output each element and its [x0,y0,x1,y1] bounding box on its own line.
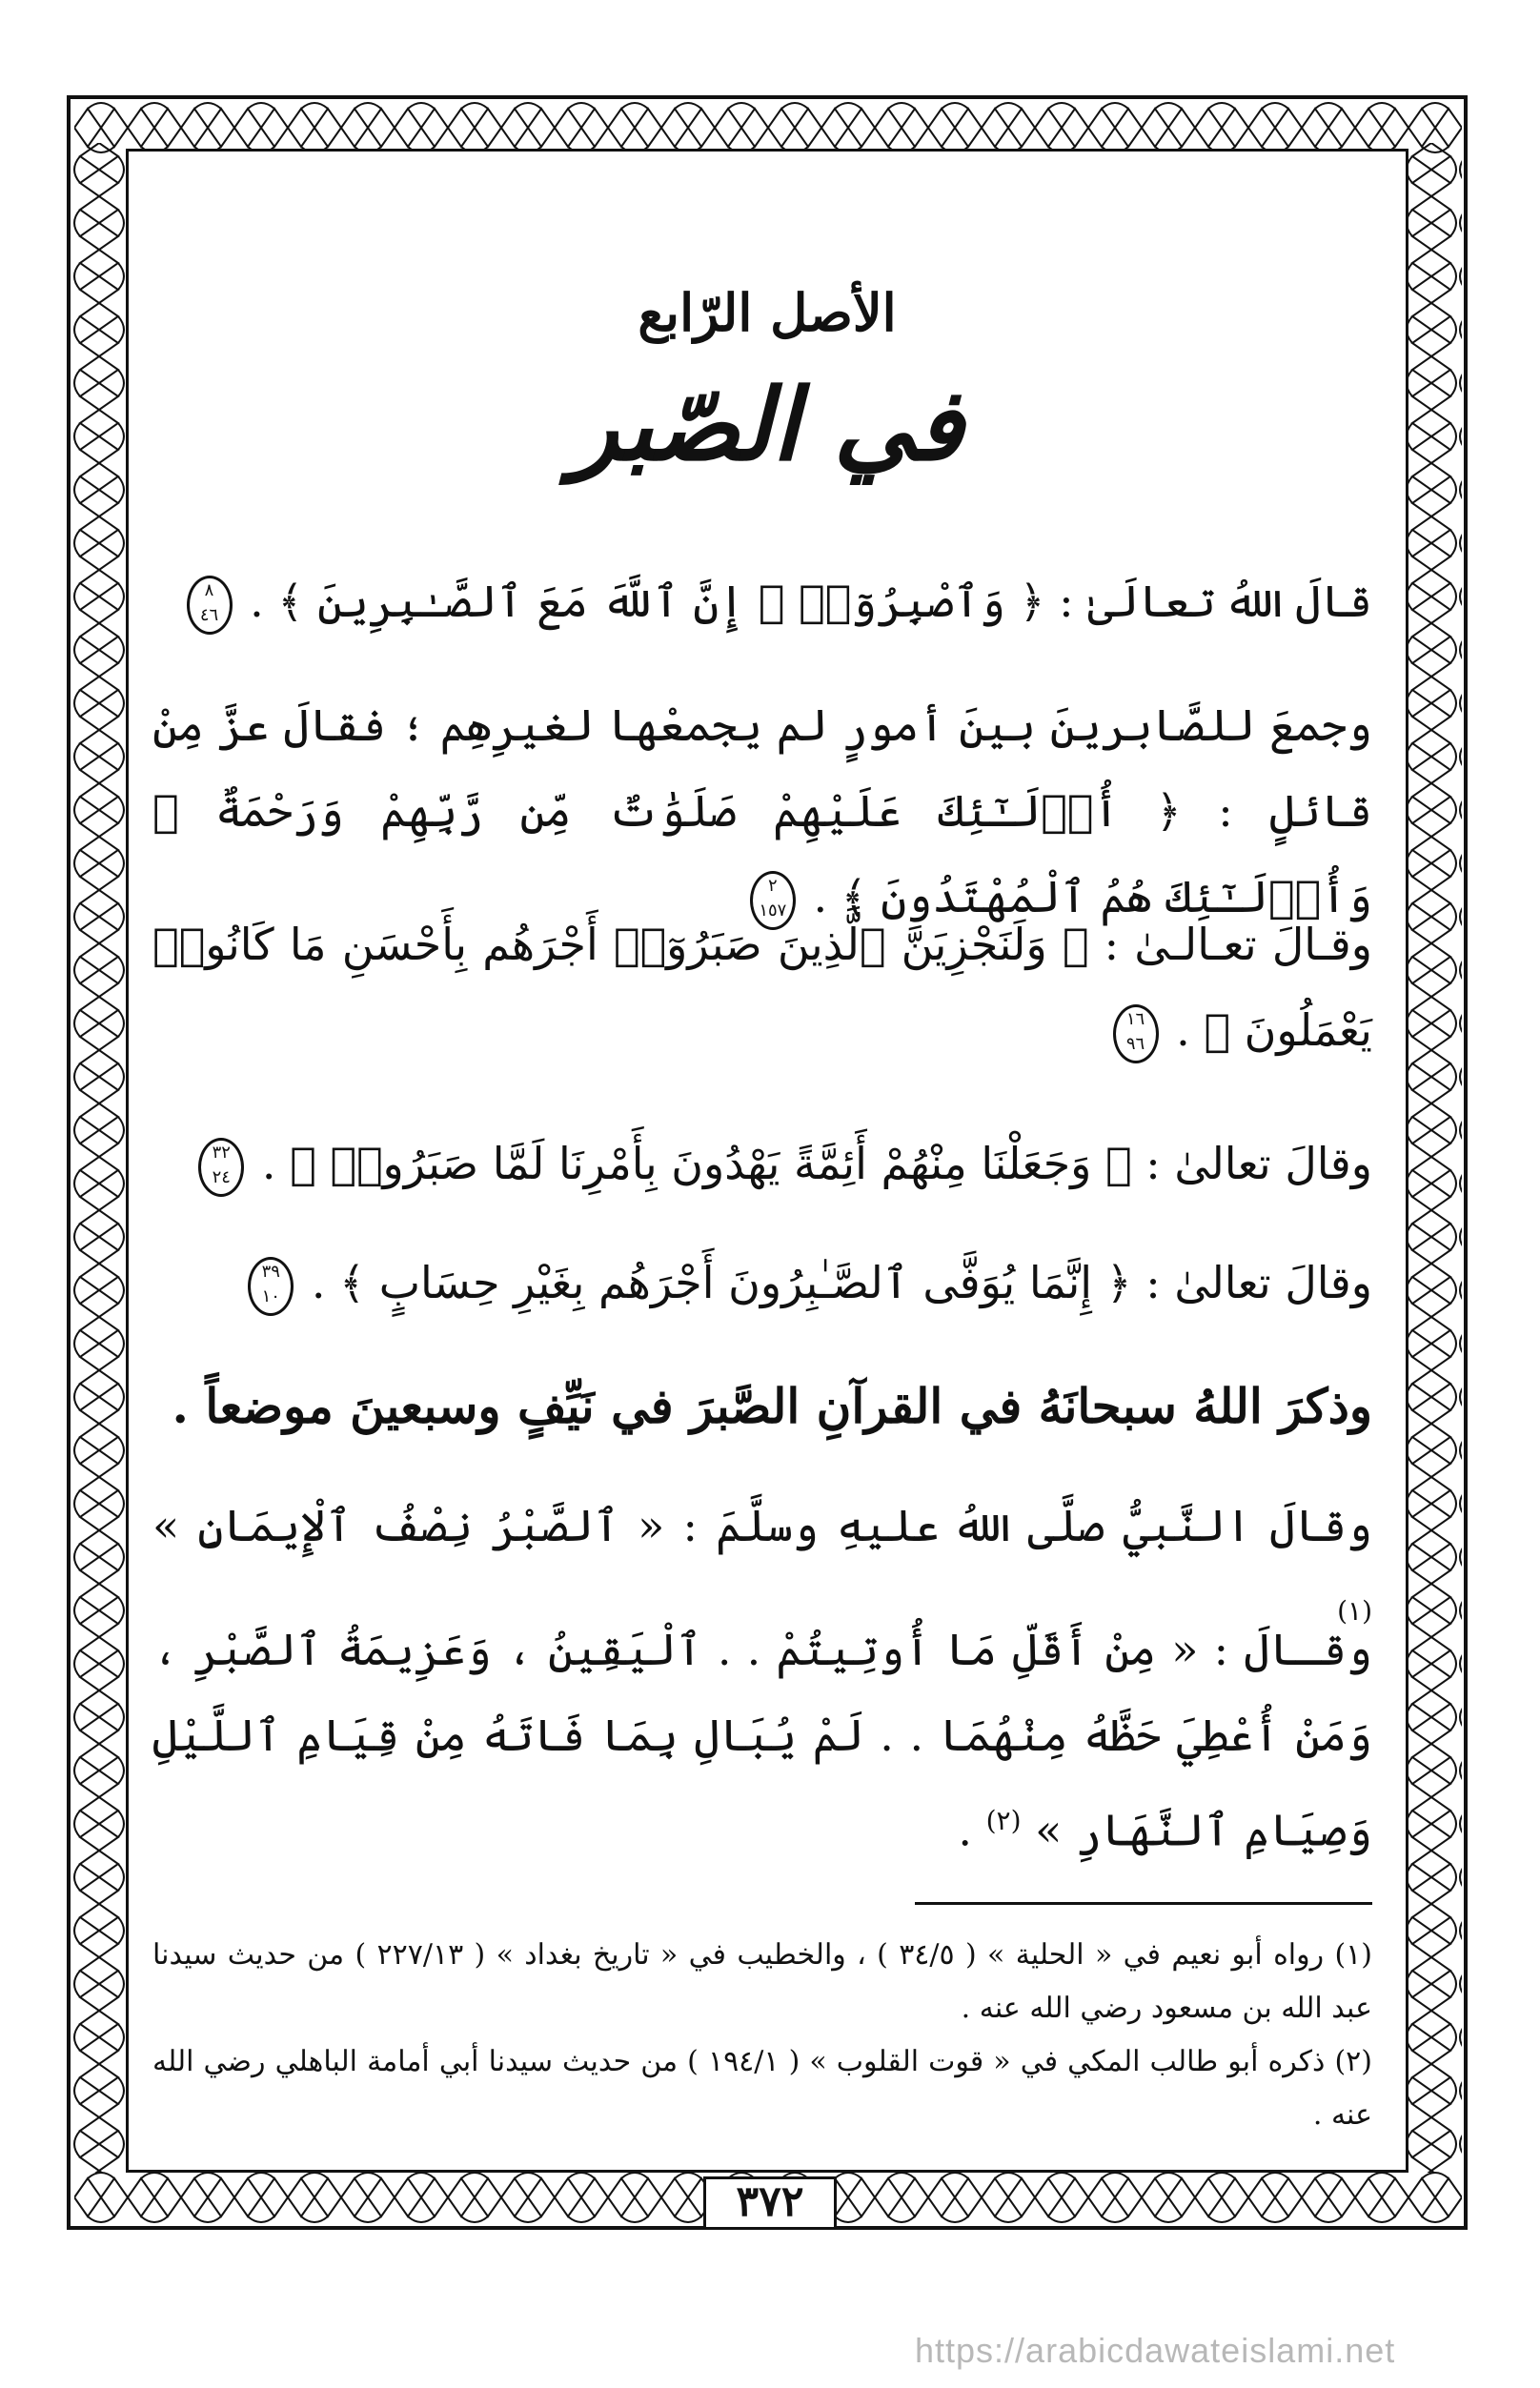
paragraph-text: وقـالَ : « مِنْ أَقَلِّ مَا أُوتِيتُمْ . . ٱلْيَقِينُ ، وَعَزِيمَةُ ٱلصَّبْرِ ، وَمَنْ أُعْطِيَ حَظَّهُ مِنْهُمَا . . لَمْ يُبَالِ بِمَا فَاتَهُ مِنْ قِيَامِ ٱللَّيْلِ وَصِيَامِ ٱلنَّهَارِ » [152,1624,1372,1856]
footnote-2: (٢) ذكره أبو طالب المكي في « قوت القلوب » ( ١٩٤/١ ) من حديث سيدنا أبي أمامة الباهلي رضي الله عنه . [152,2045,1372,2132]
footnote-ref-1[interactable]: (١) [1337,1595,1372,1627]
paragraph-1 [152,558,1372,644]
footnote-divider [915,1902,1372,1905]
ayah-number-icon: ١٦ ٩٦ [1113,1004,1159,1063]
footnote-1: (١) رواه أبو نعيم في « الحلية » ( ٣٤/٥ ) ، والخطيب في « تاريخ بغداد » ( ٢٢٧/١٣ ) من حديث سيدنا عبد الله بن مسعود رضي الله عنه . [152,1938,1372,2025]
paragraph-4 [152,1121,1372,1206]
paragraph-text: وقـالَ تعـالـىٰ : ﴿ وَلَنَجْزِيَنَّ ٱلَّذِينَ صَبَرُوٓا۟ أَجْرَهُم بِأَحْسَنِ مَا كَانُوا۟ يَعْمَلُونَ ﴾ . [152,919,1372,1056]
chapter-subtitle: الأصل الرّابع [638,282,897,343]
ornament-band-top [74,101,1462,154]
paragraph-8 [152,1607,1372,1872]
ayah-number-icon: ٢ ١٥٧ [750,871,796,930]
paragraph-text: وقالَ النَّبيُّ صلَّى اللهُ عليهِ وسلَّمَ : « ٱلصَّبْرُ نِصْفُ ٱلْإِيمَانِ » [152,1500,1372,1551]
paragraph-6 [152,1364,1372,1449]
paragraph-text: وقالَ تعالىٰ : ﴿ وَجَعَلْنَا مِنْهُمْ أَئِمَّةً يَهْدُونَ بِأَمْرِنَا لَمَّا صَبَرُوا۟ ﴾ . [261,1138,1372,1189]
paragraph-3 [152,901,1372,1073]
ornament-band-right [1405,143,1462,2173]
ornament-pattern-top [74,101,1462,154]
ornament-pattern-left [72,143,130,2173]
ayah-number-icon: ٣٢ ٢٤ [198,1138,244,1197]
watermark-url: https://arabicdawateislami.net [915,2331,1396,2370]
paragraph-text: وقالَ تعالىٰ : ﴿ إِنَّمَا يُوَفَّى ٱلصَّـٰبِرُونَ أَجْرَهُم بِغَيْرِ حِسَابٍ ﴾ . [311,1257,1372,1308]
chapter-title: في الصّبر [570,366,964,483]
paragraph-tail: . [958,1804,972,1856]
page-number: ٣٧٢ [703,2176,837,2230]
ayah-number-icon: ٣٩ ١٠ [248,1257,294,1316]
paragraph-text: وجمعَ للصَّابرينَ بينَ أمورٍ لم يجمعْها لغيرِهِم ؛ فقالَ عزَّ مِنْ قائلٍ : ﴿ أُو۟لَـٰٓئِكَ عَلَيْهِمْ صَلَوَٰتٌ مِّن رَّبِّهِمْ وَرَحْمَةٌ ۖ وَأُو۟لَـٰٓئِكَ هُمُ ٱلْمُهْتَدُونَ ﴾ . [152,699,1372,922]
paragraph-text: وذكرَ اللهُ سبحانَهُ في القرآنِ الصَّبرَ في نَيِّفٍ وسبعينَ موضعاً . [172,1378,1372,1434]
paragraph-text: قالَ اللهُ تعالَىٰ : ﴿ وَٱصْبِرُوٓا۟ ۚ إِنَّ ٱللَّهَ مَعَ ٱلصَّـٰبِرِينَ ﴾ . [250,576,1372,627]
paragraph-5 [152,1240,1372,1326]
footnotes [152,1929,1372,2142]
ayah-number-icon: ٨ ٤٦ [187,576,233,635]
page-content [143,149,1391,2150]
ornament-pattern-right [1405,143,1462,2173]
footnote-ref-2[interactable]: (٢) [985,1805,1022,1836]
ornament-band-left [72,143,130,2173]
